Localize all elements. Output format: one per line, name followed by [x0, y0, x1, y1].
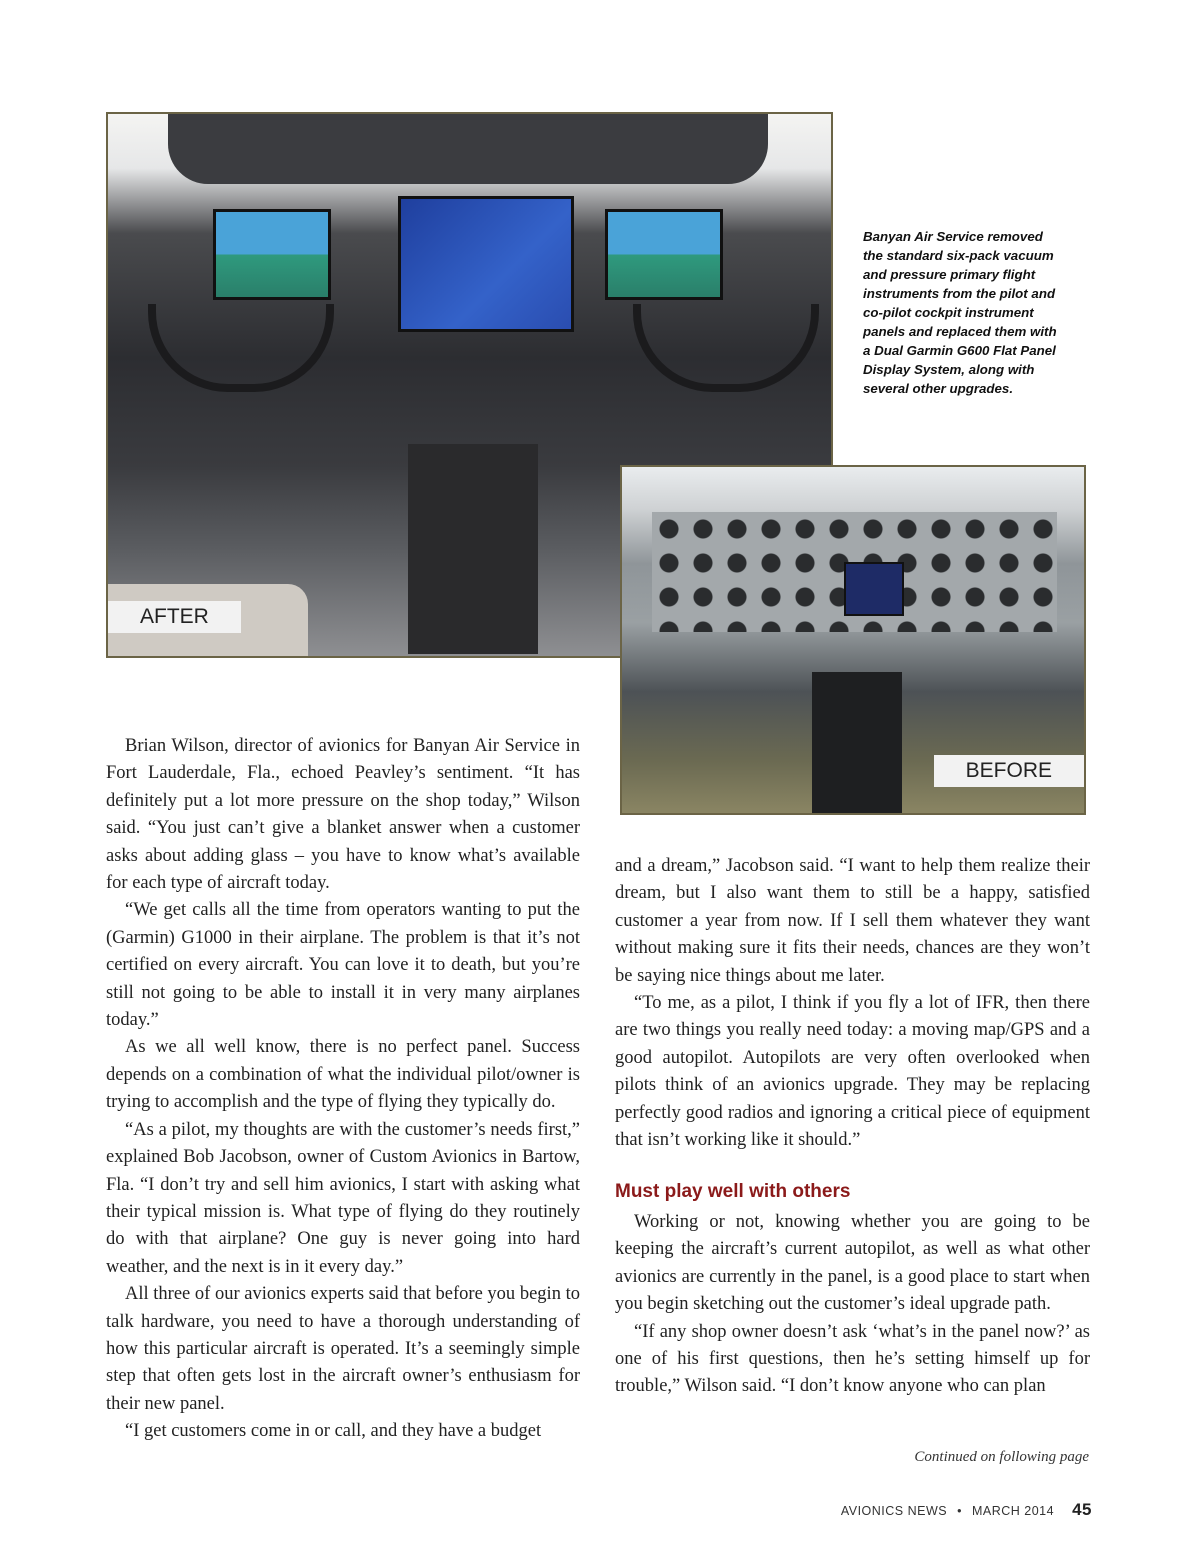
paragraph: As we all well know, there is no perfect panel. Success depends on a combination of what the individual pilot/owner is trying to accomplish and the type of flying they typically do. [106, 1037, 580, 1113]
paragraph: Brian Wilson, director of avionics for Banyan Air Service in Fort Lauderdale, Fla., echoed Peavley’s sentiment. “It has definitely put a lot more pressure on the shop today,” Wilson said. “You just can’t give a blanket answer when a customer asks about adding glass – you have to know what’s available for each type of aircraft today. [106, 736, 580, 894]
paragraph: and a dream,” Jacobson said. “I want to help them realize their dream, but I also want them to still be a happy, satisfied customer a year from now. If I sell them whatever they want without making sure it fits their needs, chances are they won’t be saying nice things about me later. [615, 856, 1090, 986]
article-column-1 [106, 733, 580, 1446]
copilot-yoke [633, 304, 819, 392]
publication-name: AVIONICS NEWS [840, 1504, 948, 1518]
paragraph: Working or not, knowing whether you are going to be keeping the aircraft’s current autopilot, as well as what other avionics are currently in the panel, is a good place to start when you begin sketching out the customer’s ideal upgrade path. [615, 1212, 1090, 1315]
paragraph: “To me, as a pilot, I think if you fly a lot of IFR, then there are two things you really need today: a moving map/GPS and a good autopilot. Autopilots are very often overlooked when pilots think of an avionics upgrade. They may be replacing perfectly good radios and ignoring a critical piece of equipment that isn’t working like it should.” [615, 993, 1090, 1151]
before-photo [620, 465, 1086, 815]
page-number: 45 [1072, 1500, 1092, 1519]
article-column-2 [615, 853, 1090, 1154]
center-mfd-screen [398, 196, 574, 332]
paragraph: “We get calls all the time from operators wanting to put the (Garmin) G1000 in their airplane. The problem is that it’s not certified on every aircraft. You can love it to death, but you’re still not going to be able to install it in very many airplanes today.” [106, 900, 580, 1031]
page-footer [780, 1500, 1092, 1520]
paragraph: “As a pilot, my thoughts are with the customer’s needs first,” explained Bob Jacobson, owner of Custom Avionics in Bartow, Fla. “I don’t try and sell him avionics, I start with asking what their typical mission is. What type of flying do they routinely do with that airplane? One guy is never going into hard weather, and the next is in it every day.” [106, 1119, 580, 1277]
footer-separator: • [957, 1504, 962, 1518]
throttle-quadrant [408, 444, 538, 654]
section-heading: Must play well with others [615, 1181, 851, 1202]
pilot-pfd-screen [213, 209, 331, 300]
photo-caption: Banyan Air Service removed the standard six-pack vacuum and pressure primary flight instruments from the pilot and co-pilot cockpit instrument panels and replaced them with a Dual Garmin G600 Flat Panel Display System, along with several other upgrades. [863, 229, 1057, 396]
continued-note: Continued on following page [914, 1449, 1089, 1465]
issue-date: MARCH 2014 [971, 1504, 1055, 1518]
after-label: AFTER [108, 601, 241, 633]
before-label: BEFORE [934, 755, 1084, 787]
copilot-pfd-screen [605, 209, 723, 300]
pilot-yoke [148, 304, 334, 392]
glareshield [168, 114, 768, 184]
article-column-2-continued [615, 1209, 1090, 1401]
paragraph: “I get customers come in or call, and they have a budget [125, 1421, 542, 1442]
paragraph: All three of our avionics experts said that before you begin to talk hardware, you need to have a thorough understanding of how this particular aircraft is operated. It’s a seemingly simple step that often gets lost in the aircraft owner’s enthusiasm for their new panel. [106, 1284, 580, 1414]
center-pedestal [812, 672, 902, 815]
paragraph: “If any shop owner doesn’t ask ‘what’s in the panel now?’ as one of his first questions, then he’s setting himself up for trouble,” Wilson said. “I don’t know anyone who can plan [615, 1321, 1090, 1397]
center-gps-screen [844, 562, 904, 616]
